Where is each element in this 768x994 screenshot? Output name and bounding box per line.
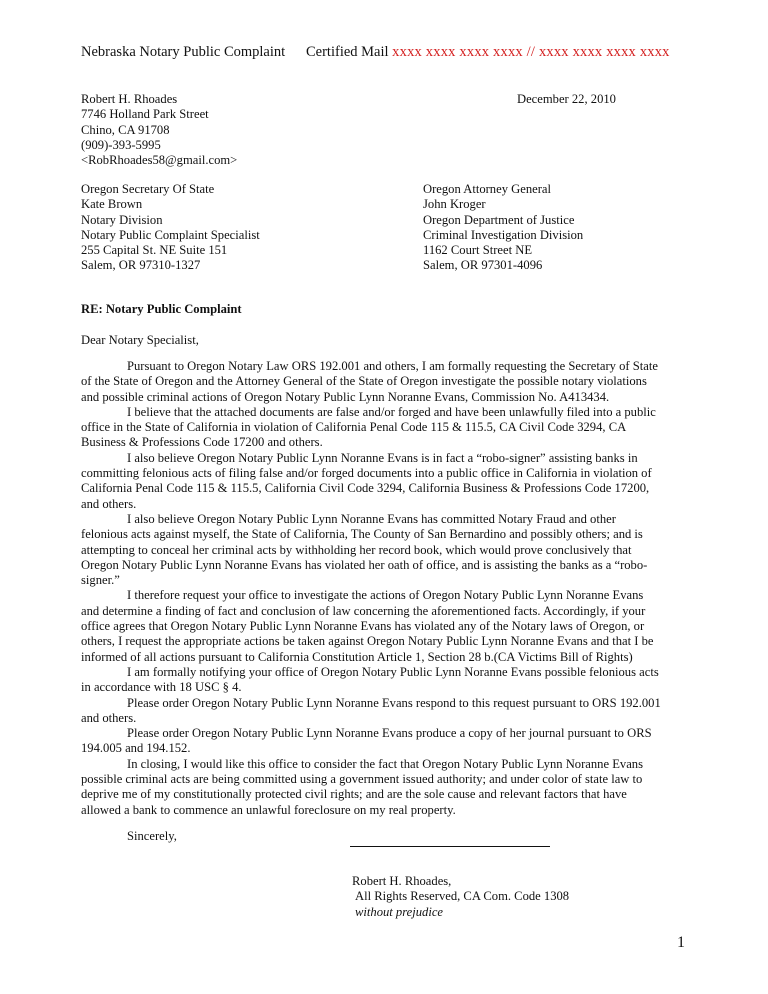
body-line: Pursuant to Oregon Notary Law ORS 192.001 and others, I am formally requesting the Secretary of State: [127, 359, 658, 373]
body-line: and others.: [81, 496, 137, 511]
sender-email: <RobRhoades58@gmail.com>: [81, 153, 238, 168]
body-line: and possible criminal actions of Oregon Notary Public Lynn Noranne Evans, Commission No. A413434.: [81, 389, 610, 404]
body-line: I believe that the attached documents are false and/or forged and have been unlawfully filed into a public: [127, 404, 656, 419]
recipient-left-line: Kate Brown: [81, 197, 143, 212]
body-line: allowed a bank to commence an unlawful foreclosure on my real property.: [81, 802, 456, 817]
certified-mail: [306, 44, 670, 61]
recipient-left-line: Salem, OR 97310-1327: [81, 258, 201, 273]
body-line: and others.: [81, 710, 137, 725]
recipient-right-line: Criminal Investigation Division: [423, 227, 584, 242]
body-line: Please order Oregon Notary Public Lynn Noranne Evans produce a copy of her journal pursuant to ORS: [127, 726, 652, 741]
recipient-left-line: Oregon Secretary Of State: [81, 182, 215, 196]
letter-body: [81, 359, 691, 818]
body-line: in accordance with 18 USC § 4.: [81, 680, 242, 695]
body-line: Oregon Notary Public Lynn Noranne Evans has violated her oath of office, and is assisting the banks as a “robo-: [81, 557, 648, 572]
body-line: I therefore request your office to investigate the actions of Oregon Notary Public Lynn Noranne Evans: [127, 588, 644, 603]
body-line: office in the State of California in violation of California Penal Code 115 & 115.5, CA Civil Code 3294, CA: [81, 420, 627, 435]
subject-line: RE: Notary Public Complaint: [81, 302, 242, 316]
recipient-right-line: Oregon Attorney General: [423, 182, 551, 196]
closing: Sincerely,: [127, 829, 177, 843]
sender-address: [81, 92, 237, 168]
recipient-right-line: Salem, OR 97301-4096: [423, 258, 543, 273]
body-line: committing felonious acts of filing false and/or forged documents into a public office in California in violation of: [81, 466, 652, 481]
page-number: 1: [677, 934, 685, 951]
body-line: and determine a finding of fact and conclusion of law concerning the aforementioned facts. Accordingly, if your: [81, 603, 646, 618]
body-line: of the State of Oregon and the Attorney General of the State of Oregon investigate the possible notary violations: [81, 374, 647, 389]
body-line: I also believe Oregon Notary Public Lynn Noranne Evans has committed Notary Fraud and other: [127, 511, 616, 526]
certified-label: Certified Mail: [306, 44, 389, 60]
body-line: I am formally notifying your office of Oregon Notary Public Lynn Noranne Evans possible felonious acts: [127, 664, 659, 679]
recipient-left-line: Notary Division: [81, 212, 163, 227]
body-line: Please order Oregon Notary Public Lynn Noranne Evans respond to this request pursuant to ORS 192.001: [127, 695, 661, 710]
recipient-left-line: Notary Public Complaint Specialist: [81, 227, 260, 242]
body-line: attempting to conceal her criminal acts by withholding her record book, which would prove conclusively that: [81, 542, 632, 557]
body-line: California Penal Code 115 & 115.5, California Civil Code 3294, California Business & Professions Code 17200,: [81, 481, 650, 496]
sender-street: 7746 Holland Park Street: [81, 107, 209, 122]
sender-city: Chino, CA 91708: [81, 122, 170, 137]
body-line: informed of all actions pursuant to California Constitution Article 1, Section 28 b.(CA Victims Bill of Rights): [81, 649, 633, 664]
recipient-right: [423, 182, 583, 274]
header-title: Nebraska Notary Public Complaint: [81, 44, 286, 60]
recipient-right-line: John Kroger: [423, 197, 486, 212]
recipient-right-line: 1162 Court Street NE: [423, 243, 533, 258]
body-line: possible criminal acts are being committed using a government issued authority; and under color of state law to: [81, 772, 643, 787]
body-line: Business & Professions Code 17200 and others.: [81, 435, 323, 450]
body-line: 194.005 and 194.152.: [81, 741, 191, 756]
body-line: In closing, I would like this office to consider the fact that Oregon Notary Public Lynn Noranne Evans: [127, 756, 643, 771]
signature-reservation: All Rights Reserved, CA Com. Code 1308: [355, 889, 570, 904]
signature-block: [352, 874, 569, 920]
body-line: felonious acts against myself, the State of California, The County of San Bernardino and possibly others; and is: [81, 527, 643, 542]
body-line: office agrees that Oregon Notary Public Lynn Noranne Evans has violated any of the Notary laws of Oregon, or: [81, 619, 645, 634]
body-line: deprive me of my constitutionally protected civil rights; and are the sole cause and relevant factors that have: [81, 787, 627, 802]
sender-phone: (909)-393-5995: [81, 137, 161, 152]
letter-date: December 22, 2010: [517, 92, 616, 106]
salutation: Dear Notary Specialist,: [81, 333, 199, 347]
recipient-right-line: Oregon Department of Justice: [423, 212, 575, 227]
body-line: others, I request the appropriate actions be taken against Oregon Notary Public Lynn Noranne Evans and that I be: [81, 634, 654, 649]
recipient-left-line: 255 Capital St. NE Suite 151: [81, 243, 228, 258]
sender-name: Robert H. Rhoades: [81, 92, 178, 106]
recipient-left: [81, 182, 260, 274]
signature-note: without prejudice: [355, 904, 444, 919]
body-line: I also believe Oregon Notary Public Lynn Noranne Evans is in fact a “robo-signer” assisting banks in: [127, 450, 638, 465]
signature-line: [350, 846, 550, 847]
certified-numbers-redacted: xxxx xxxx xxxx xxxx // xxxx xxxx xxxx xxxx: [392, 44, 670, 60]
body-line: signer.”: [81, 573, 120, 588]
signature-name: Robert H. Rhoades,: [352, 874, 452, 888]
